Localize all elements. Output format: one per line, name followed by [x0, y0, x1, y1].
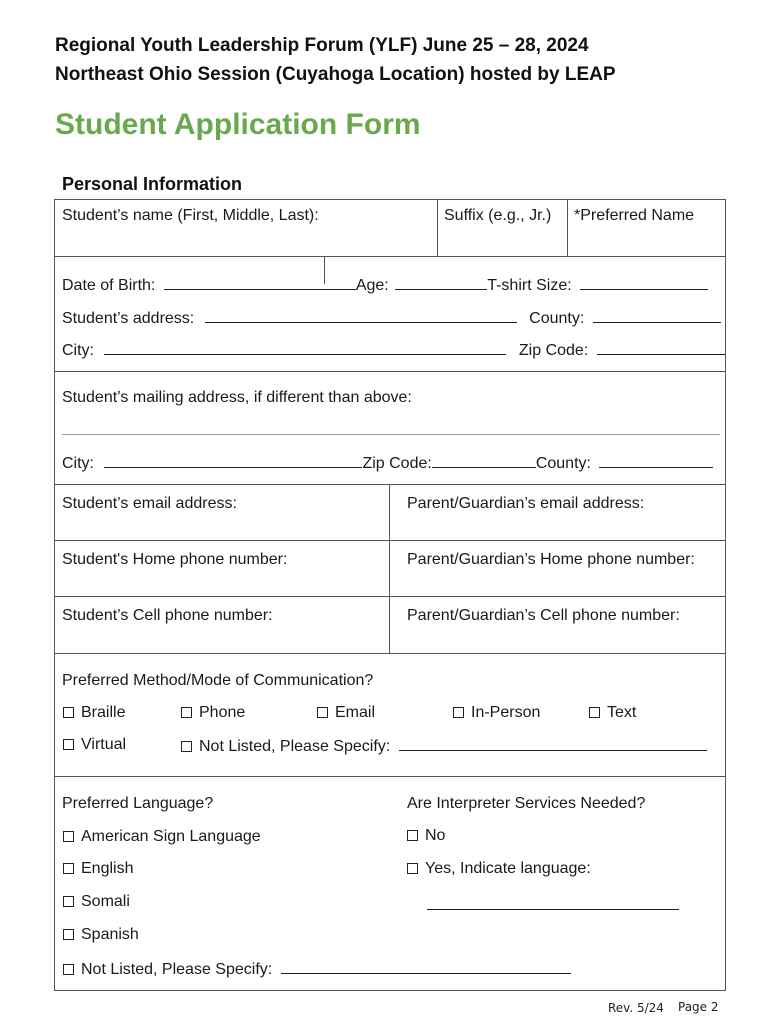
- city-label: City:: [62, 342, 94, 359]
- checkbox[interactable]: [181, 707, 192, 718]
- parent-home-phone-label: Parent/Guardian’s Home phone number:: [407, 551, 695, 568]
- checkbox[interactable]: [63, 964, 74, 975]
- student-email-label: Student’s email address:: [62, 495, 237, 512]
- preferred-name-label: *Preferred Name: [574, 207, 695, 224]
- checkbox[interactable]: [589, 707, 600, 718]
- page-number: Page 2: [678, 1000, 719, 1014]
- parent-email-label: Parent/Guardian’s email address:: [407, 495, 645, 512]
- divider: [55, 256, 725, 257]
- divider: [55, 596, 725, 597]
- language-not-listed-field[interactable]: [281, 959, 571, 974]
- county2-label: County:: [535, 455, 591, 472]
- option-braille[interactable]: Braille: [63, 704, 125, 722]
- student-cell-label: Student’s Cell phone number:: [62, 607, 273, 624]
- not-listed-field[interactable]: [399, 736, 707, 751]
- city2-field[interactable]: [104, 453, 362, 468]
- address-row: [62, 308, 721, 328]
- divider: [55, 776, 725, 777]
- option-in-person[interactable]: In-Person: [453, 704, 540, 722]
- zip2-label: Zip Code:: [362, 455, 432, 472]
- dob-label: Date of Birth:: [62, 277, 156, 294]
- application-form: [54, 199, 726, 991]
- age-field[interactable]: [395, 275, 487, 290]
- divider: [55, 540, 725, 541]
- interpreter-language-field[interactable]: [427, 909, 679, 910]
- divider: [437, 200, 438, 256]
- option-asl[interactable]: American Sign Language: [63, 828, 261, 846]
- option-not-listed[interactable]: Not Listed, Please Specify:: [181, 736, 707, 756]
- option-language-not-listed[interactable]: Not Listed, Please Specify:: [63, 959, 571, 979]
- county-label: County:: [529, 310, 585, 327]
- option-english[interactable]: English: [63, 860, 133, 878]
- mailing-field[interactable]: [62, 434, 720, 435]
- dob-row: [62, 275, 708, 295]
- checkbox[interactable]: [407, 830, 418, 841]
- checkbox[interactable]: [317, 707, 328, 718]
- name-label: Student’s name (First, Middle, Last):: [62, 207, 319, 224]
- checkbox[interactable]: [453, 707, 464, 718]
- checkbox[interactable]: [63, 707, 74, 718]
- checkbox[interactable]: [63, 929, 74, 940]
- header-line-2: Northeast Ohio Session (Cuyahoga Location) hosted by LEAP: [55, 64, 616, 85]
- revision-label: Rev. 5/24: [608, 1001, 664, 1015]
- address-label: Student’s address:: [62, 310, 195, 327]
- zip-label: Zip Code:: [518, 342, 589, 359]
- section-title: Personal Information: [62, 174, 243, 194]
- parent-cell-label: Parent/Guardian’s Cell phone number:: [407, 607, 680, 624]
- city-field[interactable]: [104, 340, 506, 355]
- student-home-phone-label: Student's Home phone number:: [62, 551, 288, 568]
- divider: [567, 200, 568, 256]
- city2-label: City:: [62, 455, 94, 472]
- header-line-1: Regional Youth Leadership Forum (YLF) June 25 – 28, 2024: [55, 35, 589, 56]
- checkbox[interactable]: [407, 863, 418, 874]
- tshirt-field[interactable]: [580, 275, 708, 290]
- option-text[interactable]: Text: [589, 704, 636, 722]
- option-yes[interactable]: Yes, Indicate language:: [407, 860, 591, 878]
- option-spanish[interactable]: Spanish: [63, 926, 139, 944]
- tshirt-label: T-shirt Size:: [487, 277, 572, 294]
- language-question: Preferred Language?: [62, 795, 214, 812]
- city-row: [62, 340, 725, 360]
- zip-field[interactable]: [597, 340, 725, 355]
- option-phone[interactable]: Phone: [181, 704, 245, 722]
- age-label: Age:: [355, 277, 389, 294]
- communication-question: Preferred Method/Mode of Communication?: [62, 672, 374, 689]
- checkbox[interactable]: [181, 741, 192, 752]
- divider: [55, 653, 725, 654]
- page-title: Student Application Form: [55, 108, 421, 141]
- option-email[interactable]: Email: [317, 704, 375, 722]
- divider: [55, 371, 725, 372]
- address-field[interactable]: [205, 308, 517, 323]
- interpreter-question: Are Interpreter Services Needed?: [407, 795, 646, 812]
- divider: [389, 484, 390, 653]
- checkbox[interactable]: [63, 896, 74, 907]
- suffix-label: Suffix (e.g., Jr.): [444, 207, 552, 224]
- checkbox[interactable]: [63, 863, 74, 874]
- mailing-label: Student’s mailing address, if different than above:: [62, 389, 412, 406]
- county-field[interactable]: [593, 308, 721, 323]
- option-no[interactable]: No: [407, 827, 445, 845]
- divider: [55, 484, 725, 485]
- county2-field[interactable]: [599, 453, 713, 468]
- checkbox[interactable]: [63, 739, 74, 750]
- option-virtual[interactable]: Virtual: [63, 736, 126, 754]
- option-somali[interactable]: Somali: [63, 893, 130, 911]
- zip2-field[interactable]: [432, 453, 536, 468]
- mailing-city-row: [62, 453, 713, 473]
- checkbox[interactable]: [63, 831, 74, 842]
- dob-field[interactable]: [164, 275, 356, 290]
